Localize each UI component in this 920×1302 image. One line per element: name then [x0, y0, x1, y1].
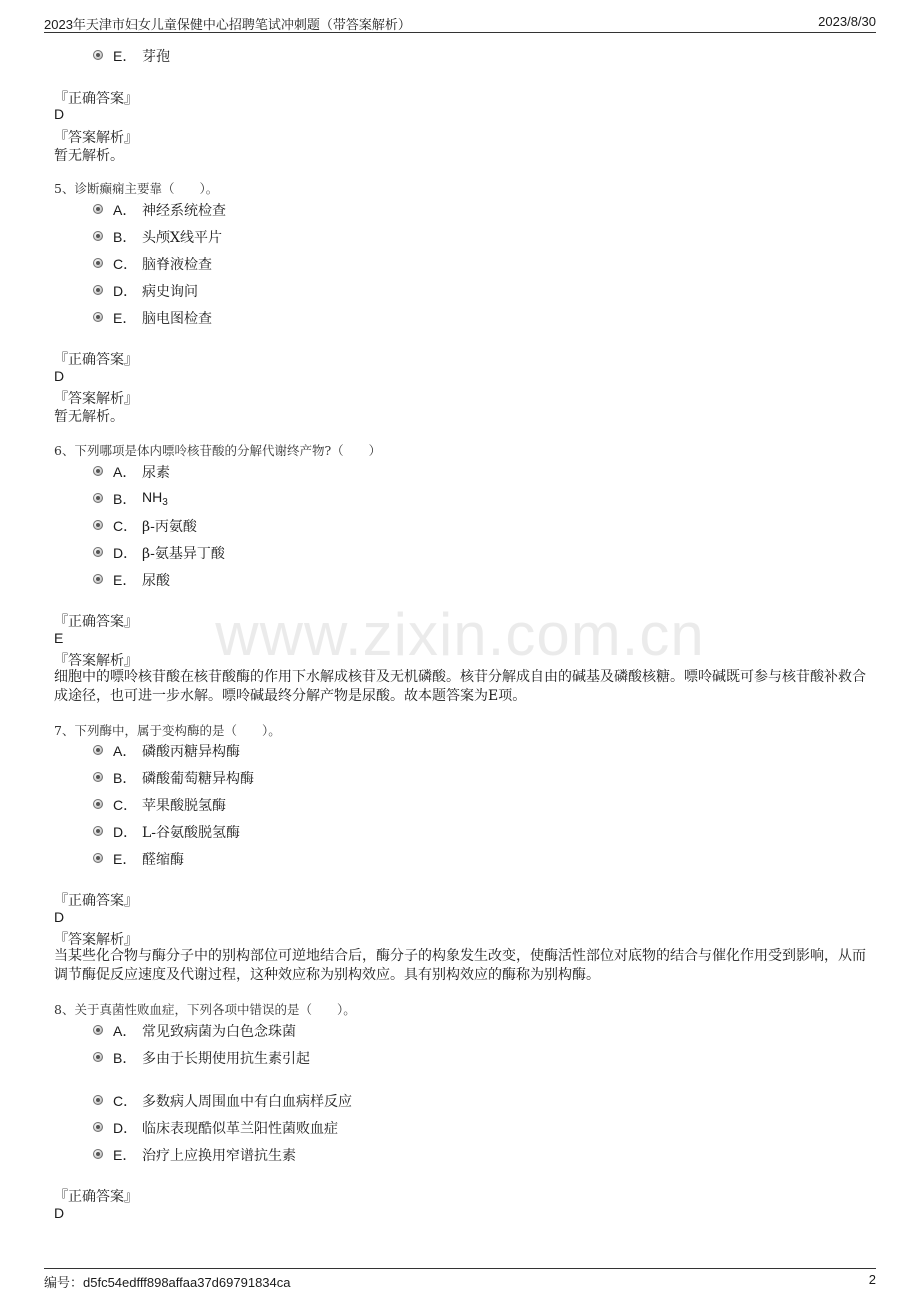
q8-answer: D [54, 1205, 65, 1221]
option-text-main: NH [142, 489, 163, 505]
q4-analysis-label: 『答案解析』 [54, 130, 138, 146]
option-text: 磷酸丙糖异构酶 [142, 744, 240, 760]
radio-icon[interactable] [93, 826, 103, 836]
page-header [44, 12, 876, 33]
q7-answer: D [54, 909, 65, 925]
option-text: 醛缩酶 [142, 852, 184, 868]
radio-icon[interactable] [93, 772, 103, 782]
option-text: L-谷氨酸脱氢酶 [142, 825, 241, 841]
document-date: 2023/8/30 [818, 14, 876, 29]
radio-icon[interactable] [93, 231, 103, 241]
q5-answer-label: 『正确答案』 [54, 352, 138, 368]
radio-icon[interactable] [93, 1149, 103, 1159]
option-text: 脑脊液检查 [142, 257, 212, 273]
option-text: 病史询问 [142, 284, 198, 300]
page-number: 2 [868, 1272, 876, 1287]
option-letter: C． [113, 256, 138, 272]
radio-icon[interactable] [93, 799, 103, 809]
q7-answer-label: 『正确答案』 [54, 893, 138, 909]
option-text: 多由于长期使用抗生素引起 [142, 1051, 310, 1067]
q8-question: 8、关于真菌性败血症，下列各项中错误的是（ ）。 [54, 1002, 356, 1017]
q7-analysis: 当某些化合物与酶分子中的别构部位可逆地结合后，酶分子的构象发生改变，使酶活性部位对底物的结合与催化作用受到影响，从而调节酶促反应速度及代谢过程，这种效应称为别构效应。具有别构效应的酶称为别构酶。 [54, 948, 866, 983]
q6-question: 6、下列哪项是体内嘌呤核苷酸的分解代谢终产物?（ ） [54, 443, 382, 458]
radio-icon[interactable] [93, 1052, 103, 1062]
radio-icon[interactable] [93, 1095, 103, 1105]
q4-analysis: 暂无解析。 [54, 148, 124, 164]
radio-icon[interactable] [93, 1025, 103, 1035]
q6-analysis-label: 『答案解析』 [54, 653, 138, 669]
page-footer [44, 1268, 876, 1291]
radio-icon[interactable] [93, 1122, 103, 1132]
option-letter: B． [113, 1050, 137, 1066]
q5-answer: D [54, 368, 65, 384]
option-letter: B． [113, 491, 137, 507]
option-letter: D． [113, 1120, 138, 1136]
option-text: β-氨基异丁酸 [142, 546, 225, 562]
option-text: β-丙氨酸 [142, 519, 197, 535]
option-text: 尿酸 [142, 573, 170, 589]
document-code: 编号：d5fc54edfff898affaa37d69791834ca [44, 1275, 291, 1290]
option-text: 神经系统检查 [142, 203, 226, 219]
option-letter: B． [113, 770, 137, 786]
q6-answer-label: 『正确答案』 [54, 614, 138, 630]
q7-question: 7、下列酶中，属于变构酶的是（ ）。 [54, 723, 281, 738]
option-letter: E． [113, 1147, 137, 1163]
radio-icon[interactable] [93, 853, 103, 863]
option-letter: A． [113, 1023, 137, 1039]
option-letter: E． [113, 48, 137, 64]
option-letter: C． [113, 518, 138, 534]
option-letter: A． [113, 202, 137, 218]
q4-answer: D [54, 106, 65, 122]
radio-icon[interactable] [93, 547, 103, 557]
option-text: 芽孢 [142, 49, 170, 65]
radio-icon[interactable] [93, 204, 103, 214]
radio-icon[interactable] [93, 285, 103, 295]
option-text: 治疗上应换用窄谱抗生素 [142, 1148, 296, 1164]
q6-analysis: 细胞中的嘌呤核苷酸在核苷酸酶的作用下水解成核苷及无机磷酸。核苷分解成自由的碱基及磷酸核糖。嘌呤碱既可参与核苷酸补救合成途径，也可进一步水解。嘌呤碱最终分解产物是尿酸。故本题答案为E项。 [54, 669, 866, 704]
q4-answer-label: 『正确答案』 [54, 91, 138, 107]
radio-icon[interactable] [93, 466, 103, 476]
option-letter: A． [113, 743, 137, 759]
radio-icon[interactable] [93, 493, 103, 503]
option-text: 尿素 [142, 465, 170, 481]
option-text: 多数病人周围血中有白血病样反应 [142, 1094, 352, 1110]
option-text: 脑电图检查 [142, 311, 212, 327]
option-text [142, 489, 168, 508]
option-text: 苹果酸脱氢酶 [142, 798, 226, 814]
q6-answer: E [54, 630, 64, 646]
option-text: 磷酸葡萄糖异构酶 [142, 771, 254, 787]
document-title: 2023年天津市妇女儿童保健中心招聘笔试冲刺题（带答案解析） [44, 17, 411, 32]
radio-icon[interactable] [93, 574, 103, 584]
option-letter: A． [113, 464, 137, 480]
radio-icon[interactable] [93, 745, 103, 755]
option-text: 常见致病菌为白色念珠菌 [142, 1024, 296, 1040]
option-text: 临床表现酷似革兰阳性菌败血症 [142, 1121, 338, 1137]
q7-analysis-label: 『答案解析』 [54, 932, 138, 948]
q5-analysis-label: 『答案解析』 [54, 391, 138, 407]
radio-icon[interactable] [93, 258, 103, 268]
option-letter: B． [113, 229, 137, 245]
option-letter: D． [113, 283, 138, 299]
q5-question: 5、诊断癫痫主要靠（ ）。 [54, 181, 219, 196]
option-letter: E． [113, 572, 137, 588]
option-text-subscript: 3 [162, 497, 168, 508]
radio-icon[interactable] [93, 520, 103, 530]
option-letter: D． [113, 824, 138, 840]
radio-icon[interactable] [93, 312, 103, 322]
option-letter: C． [113, 1093, 138, 1109]
option-letter: C． [113, 797, 138, 813]
watermark: www.zixin.com.cn [215, 601, 705, 668]
option-text: 头颅X线平片 [142, 230, 222, 246]
q8-answer-label: 『正确答案』 [54, 1189, 138, 1205]
option-letter: D． [113, 545, 138, 561]
option-letter: E． [113, 851, 137, 867]
option-letter: E． [113, 310, 137, 326]
q5-analysis: 暂无解析。 [54, 409, 124, 425]
radio-icon[interactable] [93, 50, 103, 60]
